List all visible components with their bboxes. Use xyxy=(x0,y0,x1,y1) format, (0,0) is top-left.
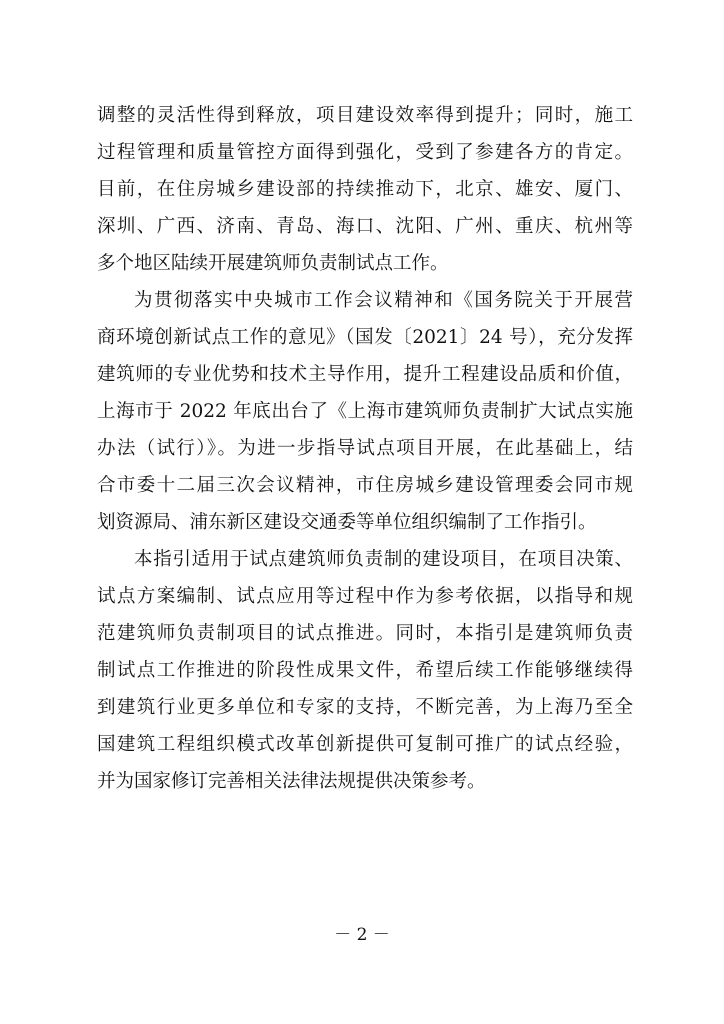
paragraph-1-line-2: 过程管理和质量管控方面得到强化，受到了参建各方的肯定。 xyxy=(97,142,633,163)
paragraph-3-line-2: 试点方案编制、试点应用等过程中作为参考依据，以指导和规 xyxy=(97,586,633,607)
paragraph-1-line-4: 深圳、广西、济南、青岛、海口、沈阳、广州、重庆、杭州等 xyxy=(97,216,633,237)
paragraph-2-line-7: 划资源局、浦东新区建设交通委等单位组织编制了工作指引。 xyxy=(97,512,597,533)
paragraph-3-line-6: 国建筑工程组织模式改革创新提供可复制可推广的试点经验， xyxy=(97,734,633,755)
paragraph-3-line-5: 到建筑行业更多单位和专家的支持，不断完善，为上海乃至全 xyxy=(97,697,633,718)
paragraph-1-line-3: 目前，在住房城乡建设部的持续推动下，北京、雄安、厦门、 xyxy=(97,179,633,200)
paragraph-2-line-5: 办法（试行）》。为进一步指导试点项目开展，在此基础上，结 xyxy=(97,438,633,459)
paragraph-3-line-1: 本指引适用于试点建筑师负责制的建设项目，在项目决策、 xyxy=(134,549,633,570)
page-number: － 2 － xyxy=(334,925,390,945)
paragraph-3-line-4: 制试点工作推进的阶段性成果文件，希望后续工作能够继续得 xyxy=(97,660,633,681)
paragraph-2-line-2: 商环境创新试点工作的意见》（国发〔2021〕24 号），充分发挥 xyxy=(97,327,633,348)
paragraph-1-line-1: 调整的灵活性得到释放，项目建设效率得到提升；同时，施工 xyxy=(97,105,633,126)
paragraph-2-line-3: 建筑师的专业优势和技术主导作用，提升工程建设品质和价值， xyxy=(97,364,633,385)
paragraph-1-line-5: 多个地区陆续开展建筑师负责制试点工作。 xyxy=(97,253,449,274)
paragraph-3-line-7: 并为国家修订完善相关法律法规提供决策参考。 xyxy=(97,771,486,792)
paragraph-2-line-4: 上海市于 2022 年底出台了《上海市建筑师负责制扩大试点实施 xyxy=(97,401,633,422)
paragraph-2-line-1: 为贯彻落实中央城市工作会议精神和《国务院关于开展营 xyxy=(134,290,633,311)
paragraph-2-line-6: 合市委十二届三次会议精神，市住房城乡建设管理委会同市规 xyxy=(97,475,633,496)
paragraph-3-line-3: 范建筑师负责制项目的试点推进。同时，本指引是建筑师负责 xyxy=(97,623,633,644)
